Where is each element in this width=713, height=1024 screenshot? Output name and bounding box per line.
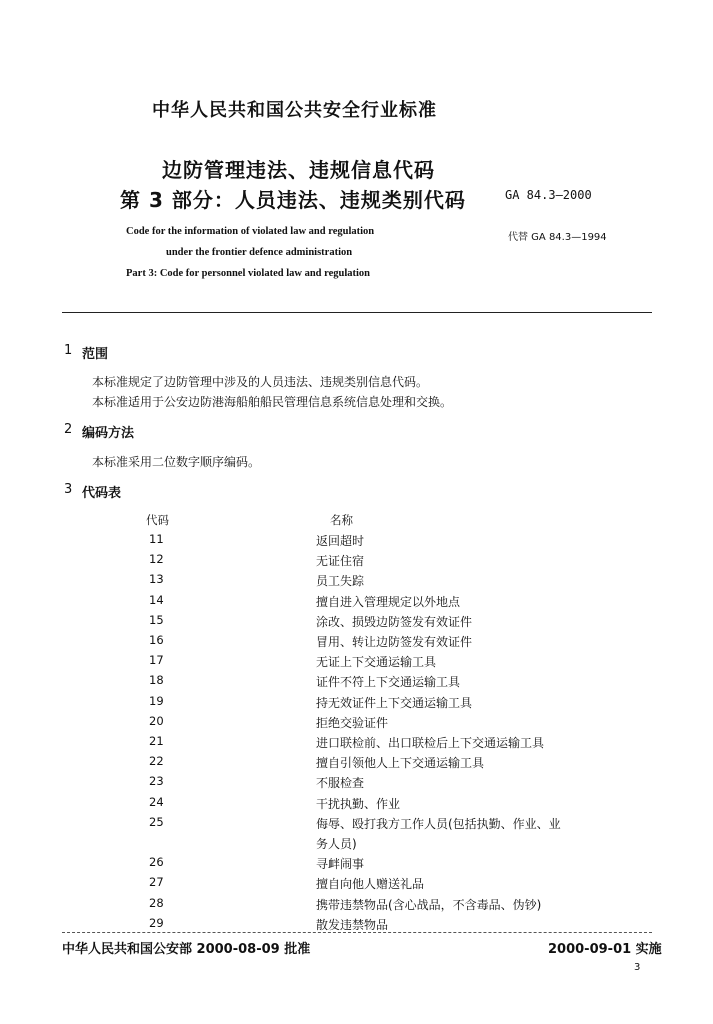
header-divider [62,312,652,313]
table-row-name: 无证上下交通运输工具 [316,655,437,670]
table-row-code: 19 [149,693,164,708]
table-row-code: 25 [149,814,164,829]
table-row-name: 擅自向他人赠送礼品 [316,877,425,892]
section-1-number: 1 [64,343,73,358]
table-row-code: 13 [149,572,164,587]
table-row-code: 11 [149,532,164,546]
english-title-line1: Code for the information of violated law and regulation [126,226,375,237]
section-2-para-1: 本标准采用二位数字顺序编码。 [92,455,261,469]
table-row-code: 27 [149,875,164,890]
section-1-para-2: 本标准适用于公安边防港海船舶船民管理信息系统信息处理和交换。 [92,395,453,409]
table-row-code: 26 [149,855,164,870]
table-row-name: 散发违禁物品 [316,917,389,932]
english-title-line2: under the frontier defence administration [166,247,353,258]
table-row-name: 员工失踪 [316,574,365,589]
replaces-standard: 代替 GA 84.3—1994 [508,232,607,243]
document-title-line2: 第 3 部分：人员违法、违规类别代码 [120,188,466,212]
table-row-code: 24 [149,794,164,809]
table-row-code: 28 [149,895,164,910]
table-row-name: 进口联检前、出口联检后上下交通运输工具 [316,736,545,750]
approval-date: 中华人民共和国公安部 2000-08-09 批准 [62,942,311,957]
table-row-name: 涂改、损毁边防签发有效证件 [316,614,473,629]
table-row-name: 冒用、转让边防签发有效证件 [316,635,473,649]
table-row-name-continued: 务人员) [316,837,357,851]
table-row-code: 14 [149,592,164,607]
table-row-name: 侮辱、殴打我方工作人员(包括执勤、作业、业 [316,816,561,831]
table-row-name: 返回超时 [316,534,365,548]
table-row-code: 20 [149,713,164,728]
table-row-code: 18 [149,673,164,688]
document-title-line1: 边防管理违法、违规信息代码 [162,158,435,182]
table-row-name: 擅自引领他人上下交通运输工具 [316,756,485,771]
table-row-name: 拒绝交验证件 [316,715,389,730]
table-row-code: 12 [149,552,164,567]
table-row-name: 携带违禁物品(含心战品，不含毒品、伪钞) [316,897,542,912]
table-header-code: 代码 [146,513,169,527]
table-row-code: 23 [149,774,164,789]
section-3-title: 代码表 [82,486,122,501]
table-row-code: 17 [149,653,164,668]
page-number: 3 [634,962,641,973]
section-2-title: 编码方法 [82,426,135,441]
section-1-para-1: 本标准规定了边防管理中涉及的人员违法、违规类别信息代码。 [92,375,429,389]
table-row-name: 不服检查 [316,776,365,791]
standard-category-title: 中华人民共和国公共安全行业标准 [152,100,437,121]
table-row-name: 寻衅闹事 [316,857,365,872]
table-row-code: 29 [149,915,164,930]
table-row-name: 擅自进入管理规定以外地点 [316,594,461,609]
table-row-name: 无证住宿 [316,554,365,569]
section-3-number: 3 [64,482,73,497]
table-row-code: 16 [149,633,164,647]
implementation-date: 2000-09-01 实施 [548,942,662,957]
footer-divider [62,932,652,933]
table-row-code: 22 [149,754,164,769]
table-row-name: 证件不符上下交通运输工具 [316,675,461,690]
table-header-name: 名称 [330,513,353,527]
table-row-code: 21 [149,734,164,748]
table-row-code: 15 [149,612,164,627]
section-1-title: 范围 [82,347,109,362]
section-2-number: 2 [64,422,73,437]
table-row-name: 持无效证件上下交通运输工具 [316,695,473,710]
table-row-name: 干扰执勤、作业 [316,796,401,811]
english-title-line3: Part 3: Code for personnel violated law and regulation [126,268,371,279]
standard-code: GA 84.3—2000 [505,188,592,202]
